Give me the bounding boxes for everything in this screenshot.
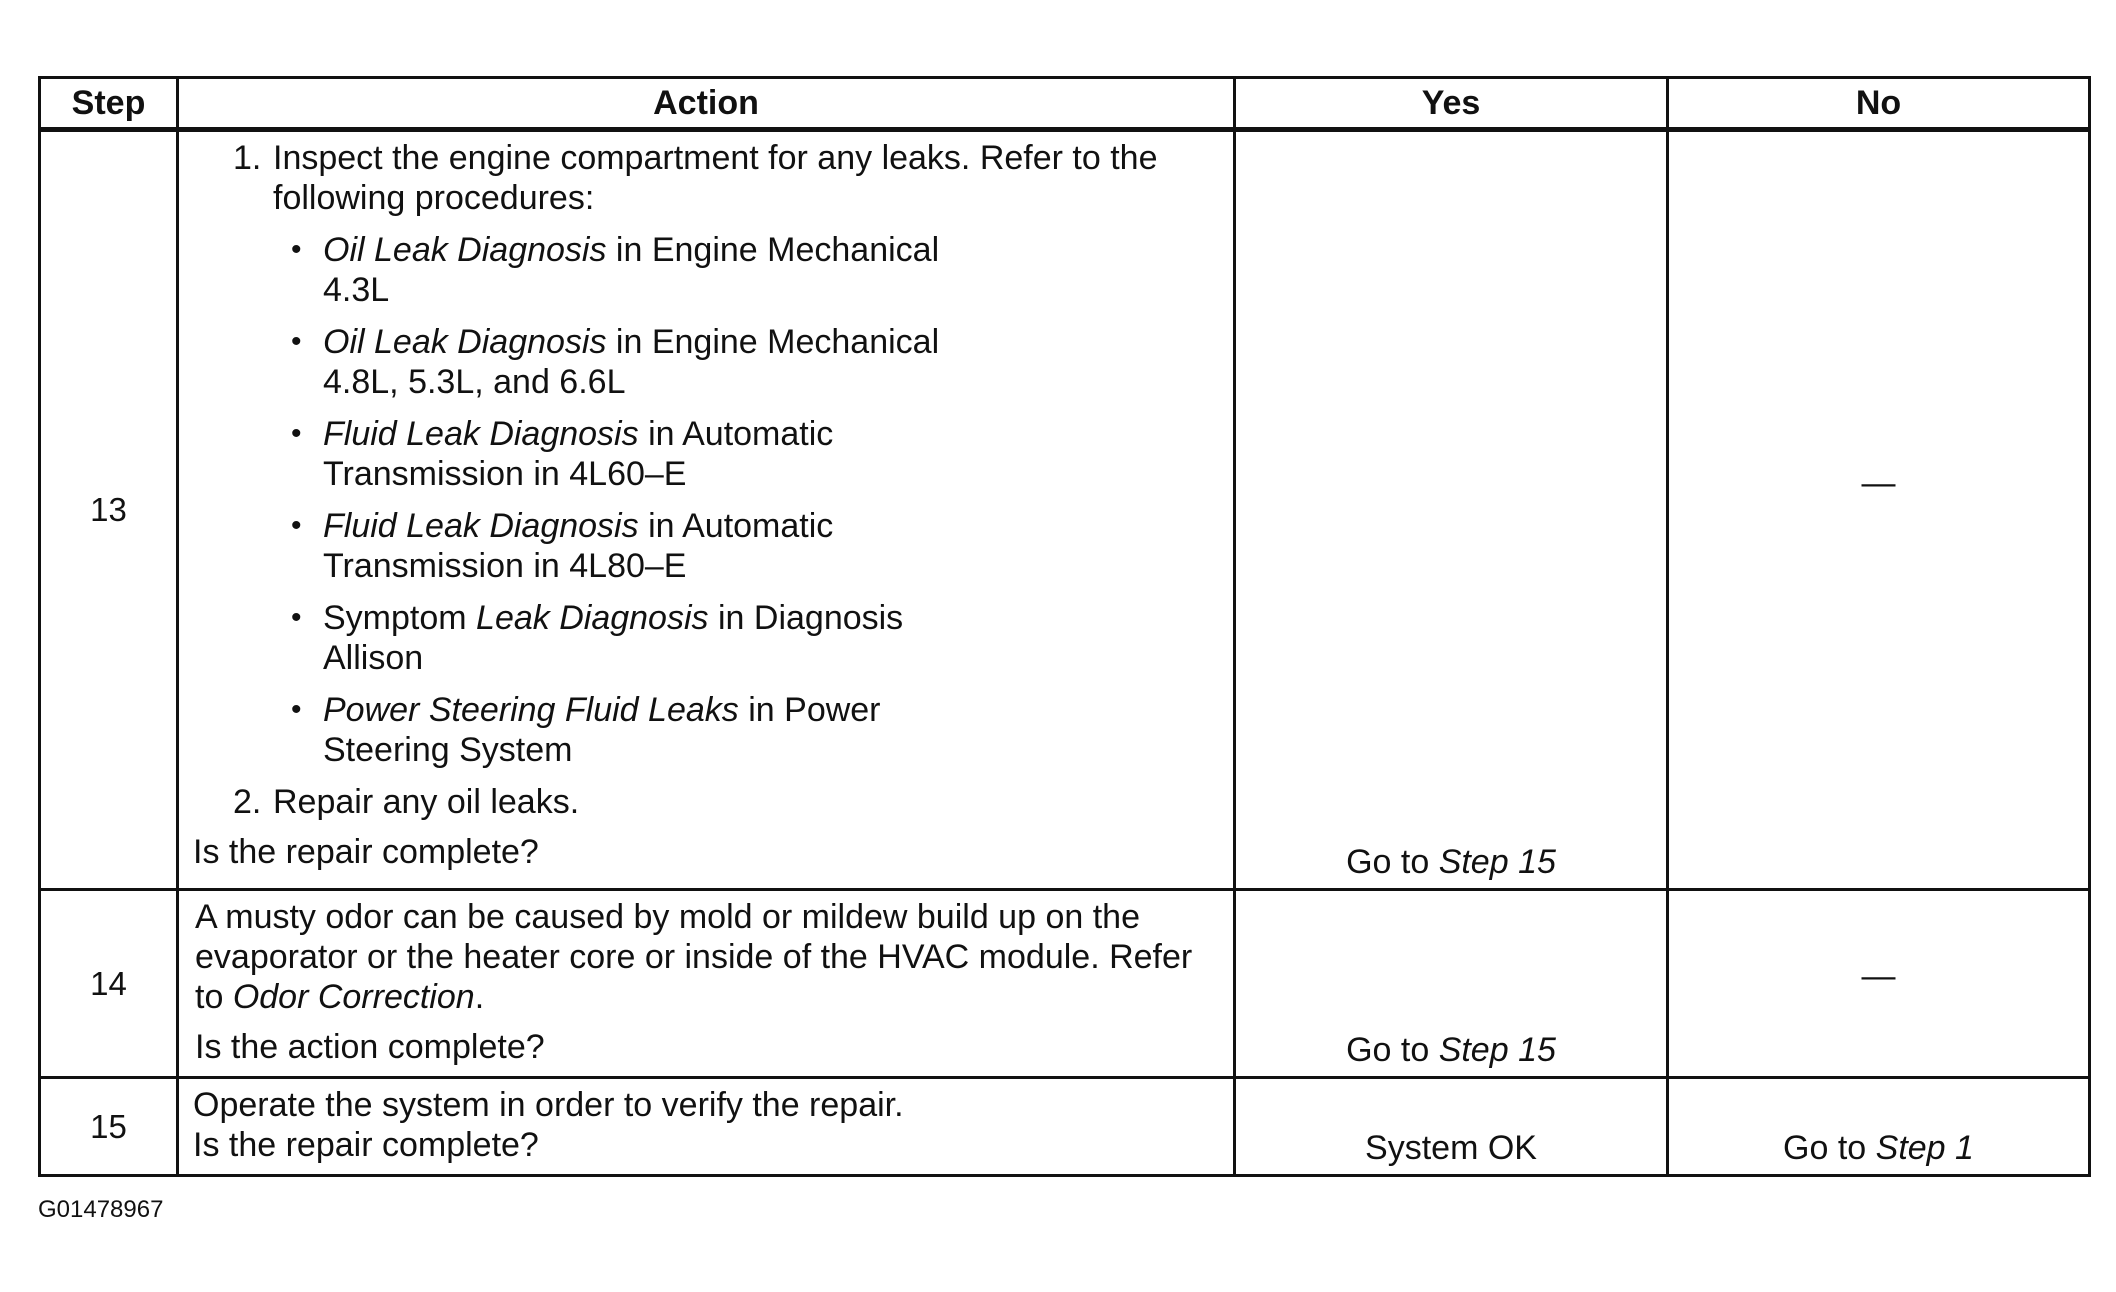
result-text: Go to <box>1346 843 1439 881</box>
header-step: Step <box>40 78 178 130</box>
no-result: — <box>1861 957 1896 995</box>
result-text: Go to <box>1783 1129 1876 1167</box>
result-text: Go to <box>1346 1031 1439 1069</box>
numbered-list <box>193 138 1219 822</box>
step-link: Step 15 <box>1438 843 1556 881</box>
no-cell <box>1668 1078 2090 1176</box>
bullet-icon: • <box>291 509 302 542</box>
list-item <box>273 598 1219 678</box>
action-cell <box>178 890 1235 1078</box>
procedure-location: in Automatic Transmission in 4L80–E <box>323 507 834 585</box>
yes-cell <box>1235 130 1668 890</box>
step-link: Step 1 <box>1875 1129 1974 1167</box>
question-text: Is the repair complete? <box>193 1126 539 1164</box>
list-item <box>273 690 1219 770</box>
procedure-location: in Power Steering System <box>323 691 881 769</box>
bullet-icon: • <box>291 601 302 634</box>
yes-result <box>1236 1031 1666 1070</box>
procedure-title: Fluid Leak Diagnosis <box>323 507 639 545</box>
action-punct: . <box>474 978 485 1016</box>
procedure-location: in Diagnosis Allison <box>323 599 904 677</box>
table-row <box>40 130 2090 890</box>
list-item <box>273 414 1219 494</box>
list-item <box>273 506 1219 586</box>
list-item <box>193 138 1219 770</box>
question-text: Is the repair complete? <box>193 833 539 871</box>
yes-cell <box>1235 1078 1668 1176</box>
list-number: 1. <box>233 139 262 177</box>
no-result: — <box>1861 464 1896 502</box>
procedure-location: in Engine Mechanical 4.3L <box>323 231 940 309</box>
bullet-list <box>273 230 1219 770</box>
no-cell <box>1668 890 2090 1078</box>
list-number: 2. <box>233 783 262 821</box>
action-cell <box>178 1078 1235 1176</box>
procedure-title: Power Steering Fluid Leaks <box>323 691 739 729</box>
list-item-text: Repair any oil leaks. <box>273 783 580 821</box>
header-action: Action <box>178 78 1235 130</box>
procedure-location: in Automatic Transmission in 4L60–E <box>323 415 834 493</box>
bullet-icon: • <box>291 325 302 358</box>
diagnostic-table <box>38 76 2091 1177</box>
procedure-title: Oil Leak Diagnosis <box>323 323 607 361</box>
procedure-title: Fluid Leak Diagnosis <box>323 415 639 453</box>
step-link: Step 15 <box>1438 1031 1556 1069</box>
header-row <box>40 78 2090 130</box>
yes-result: System OK <box>1365 1129 1537 1167</box>
procedure-location: in Engine Mechanical 4.8L, 5.3L, and 6.6L <box>323 323 940 401</box>
no-cell <box>1668 130 2090 890</box>
list-item <box>193 782 1219 822</box>
figure-id: G01478967 <box>38 1196 164 1223</box>
procedure-prefix: Symptom <box>323 599 477 637</box>
bullet-icon: • <box>291 233 302 266</box>
header-no: No <box>1668 78 2090 130</box>
no-result <box>1669 1129 2088 1168</box>
action-text: Operate the system in order to verify the repair. <box>193 1086 904 1124</box>
header-yes: Yes <box>1235 78 1668 130</box>
action-cell <box>178 130 1235 890</box>
bullet-icon: • <box>291 417 302 450</box>
action-body: A musty odor can be caused by mold or mildew build up on the evaporator or the heater core or inside of the HVAC module. Refer to <box>195 898 1193 1016</box>
list-item <box>273 322 1219 402</box>
procedure-title: Leak Diagnosis <box>476 599 709 637</box>
list-item-text: Inspect the engine compartment for any leaks. Refer to the following procedures: <box>273 139 1158 217</box>
step-number: 14 <box>40 890 178 1078</box>
step-number: 15 <box>40 1078 178 1176</box>
step-number: 13 <box>40 130 178 890</box>
yes-cell <box>1235 890 1668 1078</box>
procedure-title: Odor Correction <box>232 978 475 1016</box>
yes-result <box>1236 843 1666 882</box>
action-text <box>195 897 1195 1017</box>
table-row <box>40 1078 2090 1176</box>
bullet-icon: • <box>291 693 302 726</box>
procedure-title: Oil Leak Diagnosis <box>323 231 607 269</box>
table-row <box>40 890 2090 1078</box>
list-item <box>273 230 1219 310</box>
question-text: Is the action complete? <box>195 1028 545 1066</box>
